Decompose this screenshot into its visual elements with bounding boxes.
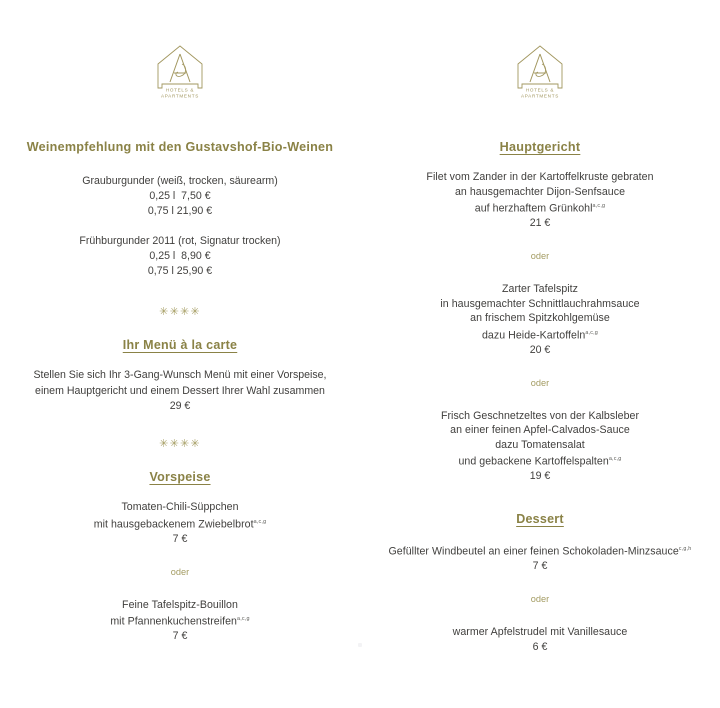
wine-name: Grauburgunder (weiß, trocken, säurearm): [82, 175, 278, 187]
vorspeise-price-2: 7 €: [172, 630, 188, 643]
wine-prices: [14, 249, 346, 278]
description-line: Stellen Sie sich Ihr 3-Gang-Wunsch Menü mit einer Vorspeise,: [33, 369, 327, 381]
vorspeise-item-1: [14, 500, 346, 532]
wine-item-2: [14, 234, 346, 278]
vorspeise-heading: Vorspeise: [149, 470, 211, 484]
logo-line-1: HOTELS &: [165, 87, 195, 93]
wine-price-row: 0,75 l 25,90 €: [147, 264, 213, 277]
dish-line-text: auf herzhaftem Grünkohl: [474, 202, 593, 215]
wine-price-row: 0,75 l 21,90 €: [147, 204, 213, 217]
wine-section-heading: Weinempfehlung mit den Gustavshof-Bio-Weinen: [26, 140, 334, 154]
dish-line: [14, 612, 346, 629]
allergen-marker: a,c,g: [592, 203, 606, 209]
a-la-carte-description: [14, 368, 346, 399]
hauptgericht-item-3: [374, 409, 706, 470]
hotel-logo-icon: [152, 42, 208, 100]
dish-line: in hausgemachter Schnittlauchrahmsauce: [440, 297, 640, 310]
star-separator-2: ✳✳✳✳: [159, 438, 201, 450]
page-artifact-mark: [358, 643, 362, 647]
or-separator: oder: [170, 566, 190, 577]
hotel-logo-icon: [512, 42, 568, 100]
dish-line-text: dazu Heide-Kartoffeln: [481, 329, 586, 342]
vorspeise-item-2: [14, 598, 346, 630]
dish-line: dazu Tomatensalat: [495, 438, 585, 451]
or-separator: oder: [530, 251, 550, 262]
hauptgericht-heading: Hauptgericht: [499, 140, 581, 154]
dessert-price-2: 6 €: [532, 640, 548, 653]
hauptgericht-item-1: [374, 170, 706, 216]
dish-line: [374, 452, 706, 469]
dish-line: [374, 542, 706, 559]
hauptgericht-price-2: 20 €: [529, 343, 551, 356]
allergen-marker: a,c,g: [608, 456, 622, 463]
dish-line: [14, 515, 346, 532]
vorspeise-price-1: 7 €: [172, 532, 188, 545]
or-separator: oder: [530, 594, 550, 605]
dessert-heading: Dessert: [516, 512, 564, 527]
dish-line: [374, 199, 706, 216]
wine-price-row: 0,25 l 7,50 €: [149, 190, 211, 202]
a-la-carte-heading: Ihr Menü à la carte: [122, 338, 238, 352]
allergen-marker: c,g,h: [678, 546, 692, 553]
dish-line-text: und gebackene Kartoffelspalten: [458, 455, 609, 468]
wine-item-1: [14, 174, 346, 218]
allergen-marker: a,c,g: [237, 616, 250, 623]
a-la-carte-price: 29 €: [169, 400, 191, 412]
logo-left: [14, 0, 346, 100]
dish-line: an einer feinen Apfel-Calvados-Sauce: [450, 424, 630, 437]
logo-line-1: HOTELS &: [525, 87, 555, 93]
right-column: [360, 0, 720, 708]
dish-line: an hausgemachter Dijon-Senfsauce: [454, 185, 626, 198]
dish-line: [374, 326, 706, 343]
wine-price-row: 0,25 l 8,90 €: [149, 250, 211, 262]
dish-line: Feine Tafelspitz-Bouillon: [122, 598, 238, 611]
dish-line-text: mit Pfannenkuchenstreifen: [110, 615, 237, 628]
dish-line: an frischem Spitzkohlgemüse: [470, 312, 610, 325]
dish-line: Frisch Geschnetzeltes von der Kalbsleber: [440, 409, 640, 422]
dish-line-text: mit hausgebackenem Zwiebelbrot: [93, 518, 254, 531]
wine-name: Frühburgunder 2011 (rot, Signatur trocken): [79, 235, 281, 247]
hauptgericht-item-2: [374, 282, 706, 343]
dessert-item-1: [374, 542, 706, 559]
dish-line-text: Gefüllter Windbeutel an einer feinen Schokoladen-Minzsauce: [388, 545, 679, 558]
allergen-marker: a,c,g: [585, 329, 598, 336]
dessert-price-1: 7 €: [532, 560, 548, 573]
dessert-item-2: [374, 625, 706, 640]
logo-right: [374, 0, 706, 100]
dish-line: Filet vom Zander in der Kartoffelkruste gebraten: [426, 171, 654, 183]
dish-line: warmer Apfelstrudel mit Vanillesauce: [452, 626, 628, 639]
description-line: einem Hauptgericht und einem Dessert Ihrer Wahl zusammen: [35, 384, 325, 397]
or-separator: oder: [530, 377, 550, 388]
star-separator: ✳✳✳✳: [159, 306, 201, 318]
dish-line: Zarter Tafelspitz: [501, 283, 578, 296]
logo-line-2: APARTMENTS: [161, 93, 199, 99]
logo-line-2: APARTMENTS: [521, 93, 559, 99]
hauptgericht-price-3: 19 €: [529, 470, 551, 483]
allergen-marker: a,c,g: [253, 518, 267, 525]
hauptgericht-price-1: 21 €: [529, 217, 551, 230]
dish-line: Tomaten-Chili-Süppchen: [121, 501, 239, 513]
wine-prices: [14, 189, 346, 218]
